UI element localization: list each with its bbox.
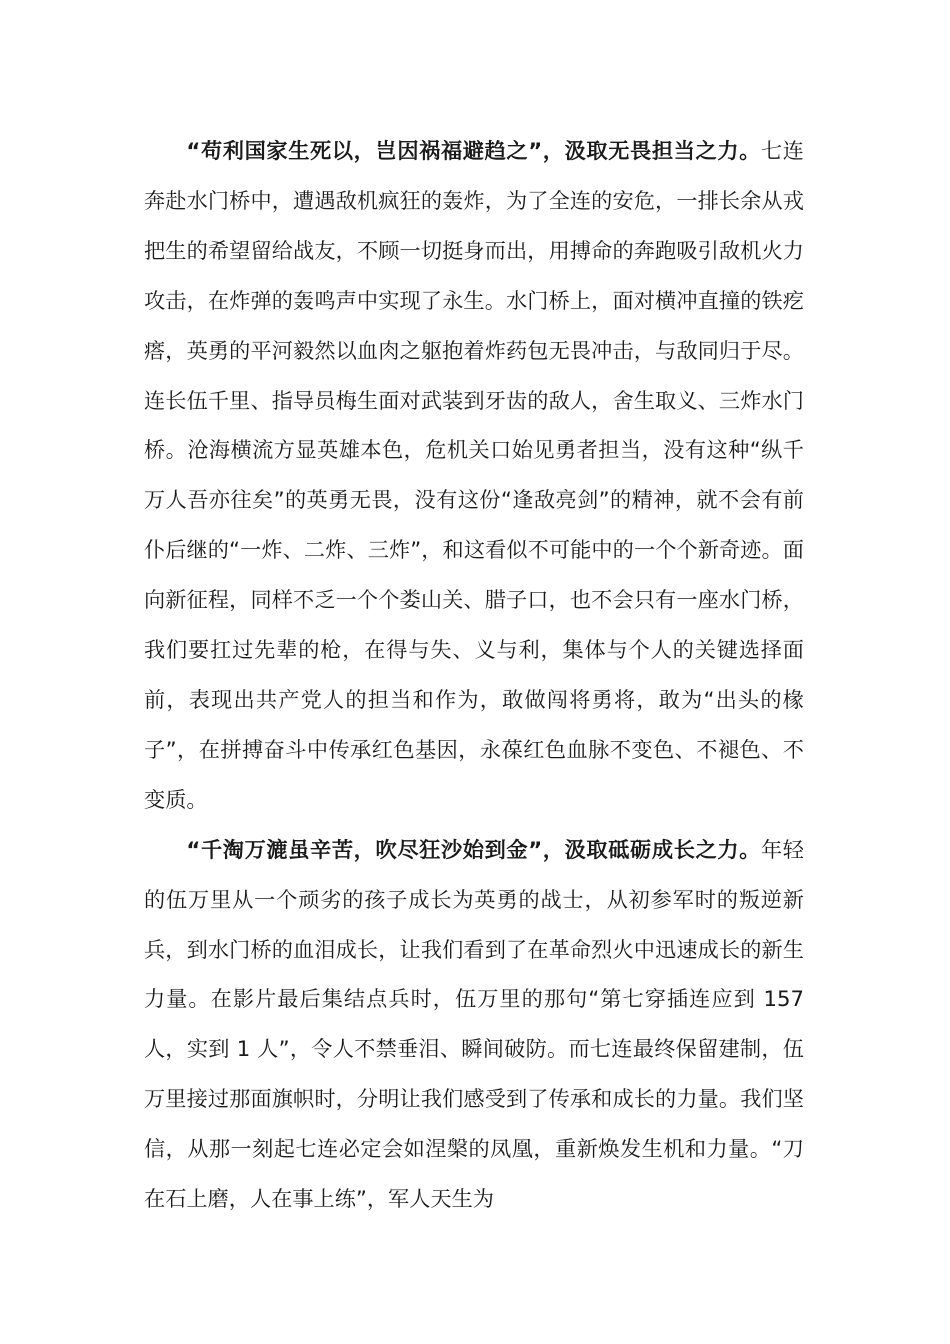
paragraph-2-body: 年轻的伍万里从一个顽劣的孩子成长为英勇的战士，从初参军时的叛逆新兵，到水门桥的血泪成长，让我们看到了在革命烈火中迅速成长的新生力量。在影片最后集结点兵时，伍万里的那句“第七穿插连应到 157 人，实到 1 人”，令人不禁垂泪、瞬间破防。而七连最终保留建制，伍万里接过那面旗帜时，分明让我们感受到了传承和成长的力量。我们坚信，从那一刻起七连必定会如涅槃的凤凰，重新焕发生机和力量。“刀在石上磨，人在事上练”，军人天生为 — [144, 836, 804, 1212]
paragraph-2 — [144, 825, 804, 1224]
paragraph-1-body: 七连奔赴水门桥中，遭遇敌机疯狂的轰炸，为了全连的安危，一排长余从戎把生的希望留给战友，不顾一切挺身而出，用搏命的奔跑吸引敌机火力攻击，在炸弹的轰鸣声中实现了永生。水门桥上，面对横冲直撞的铁疙瘩，英勇的平河毅然以血肉之躯抱着炸药包无畏冲击，与敌同归于尽。连长伍千里、指导员梅生面对武装到牙齿的敌人，舍生取义、三炸水门桥。沧海横流方显英雄本色，危机关口始见勇者担当，没有这种“纵千万人吾亦往矣”的英勇无畏，没有这份“逢敌亮剑”的精神，就不会有前仆后继的“一炸、二炸、三炸”，和这看似不可能中的一个个新奇迹。面向新征程，同样不乏一个个娄山关、腊子口，也不会只有一座水门桥，我们要扛过先辈的枪，在得与失、义与利，集体与个人的关键选择面前，表现出共产党人的担当和作为，敢做闯将勇将，敢为“出头的椽子”，在拼搏奋斗中传承红色基因，永葆红色血脉不变色、不褪色、不变质。 — [144, 138, 804, 812]
paragraph-2-lead: “千淘万漉虽辛苦，吹尽狂沙始到金”，汲取砥砺成长之力。 — [186, 836, 761, 862]
document-body — [144, 126, 804, 1224]
paragraph-1 — [144, 126, 804, 825]
paragraph-1-lead: “苟利国家生死以，岂因祸福避趋之”，汲取无畏担当之力。 — [186, 138, 761, 163]
